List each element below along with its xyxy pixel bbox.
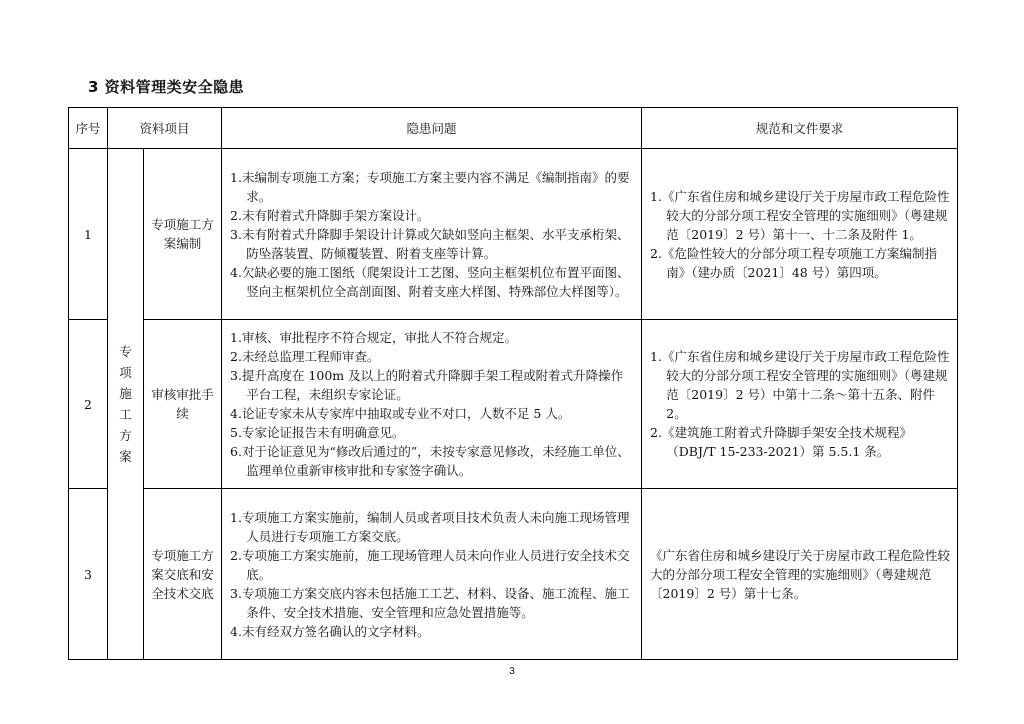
requirement-item: 2.《危险性较大的分部分项工程专项施工方案编制指南》（建办质〔2021〕48 号）第四项。 (650, 245, 937, 280)
row-no: 1 (69, 149, 108, 320)
row-subitem: 专项施工方案编制 (144, 149, 222, 320)
category-char: 专 (119, 344, 132, 359)
issue-item: 6.对于论证意见为“修改后通过的”，未按专家意见修改，未经施工单位、监理单位重新审核审批和专家签字确认。 (230, 444, 630, 478)
row-no: 2 (69, 320, 108, 489)
header-item: 资料项目 (108, 108, 222, 149)
row-no: 3 (69, 489, 108, 660)
requirement-item: 2.《建筑施工附着式升降脚手架安全技术规程》（DBJ/T 15-233-2021）第 5.5.1 条。 (650, 425, 912, 459)
section-title: 3 资料管理类安全隐患 (88, 78, 245, 96)
row-requirements (642, 489, 958, 660)
row-issues (222, 489, 642, 660)
row-requirements (642, 320, 958, 489)
issue-item: 3.未有附着式升降脚手架设计计算或欠缺如竖向主框架、水平支承桁架、防坠落装置、防倾覆装置、附着支座等计算。 (230, 226, 630, 261)
category-char: 施 (119, 386, 132, 401)
requirement-item: 1.《广东省住房和城乡建设厅关于房屋市政工程危险性较大的分部分项工程安全管理的实施细则》（粤建规范〔2019〕2 号）第十一、十二条及附件 1。 (650, 188, 950, 242)
table-row (69, 320, 958, 489)
issue-item: 4.欠缺必要的施工图纸（爬架设计工艺图、竖向主框架机位布置平面图、竖向主框架机位全高剖面图、附着支座大样图、特殊部位大样图等）。 (230, 264, 630, 299)
row-subitem: 审核审批手续 (144, 320, 222, 489)
row-requirements (642, 149, 958, 320)
row-issues (222, 149, 642, 320)
hazard-table (68, 107, 958, 660)
header-issues: 隐患问题 (222, 108, 642, 149)
category-char: 方 (119, 428, 132, 443)
category-char: 工 (119, 407, 132, 422)
issue-item: 4.未有经双方签名确认的文字材料。 (230, 623, 430, 639)
issue-item: 3.专项施工方案交底内容未包括施工工艺、材料、设备、施工流程、施工条件、安全技术措施、安全管理和应急处置措施等。 (230, 585, 630, 620)
table-row (69, 489, 958, 660)
header-no: 序号 (69, 108, 108, 149)
issue-item: 2.专项施工方案实施前，施工现场管理人员未向作业人员进行安全技术交底。 (230, 547, 630, 582)
category-char: 项 (119, 365, 132, 380)
issue-item: 5.专家论证报告未有明确意见。 (230, 425, 405, 440)
issue-item: 3.提升高度在 100m 及以上的附着式升降脚手架工程或附着式升降操作平台工程，未组织专家论证。 (230, 368, 624, 402)
header-requirements: 规范和文件要求 (642, 108, 958, 149)
issue-item: 2.未有附着式升降脚手架方案设计。 (230, 207, 430, 223)
requirement-item: 1.《广东省住房和城乡建设厅关于房屋市政工程危险性较大的分部分项工程安全管理的实施细则》（粤建规范〔2019〕2 号）中第十二条～第十五条、附件 2。 (650, 349, 950, 421)
requirement-item: 《广东省住房和城乡建设厅关于房屋市政工程危险性较大的分部分项工程安全管理的实施细则》（粤建规范〔2019〕2 号）第十七条。 (650, 547, 951, 601)
category-char: 案 (119, 449, 132, 464)
category-cell (108, 149, 144, 660)
table-header-row (69, 108, 958, 149)
issue-item: 2.未经总监理工程师审查。 (230, 349, 380, 364)
row-subitem: 专项施工方案交底和安全技术交底 (144, 489, 222, 660)
page-number: 3 (509, 666, 515, 677)
issue-item: 1.审核、审批程序不符合规定，审批人不符合规定。 (230, 330, 517, 345)
row-issues (222, 320, 642, 489)
issue-item: 1.未编制专项施工方案；专项施工方案主要内容不满足《编制指南》的要求。 (230, 169, 630, 204)
table-row (69, 149, 958, 320)
issue-item: 1.专项施工方案实施前，编制人员或者项目技术负责人未向施工现场管理人员进行专项施工方案交底。 (230, 509, 630, 544)
issue-item: 4.论证专家未从专家库中抽取或专业不对口，人数不足 5 人。 (230, 406, 571, 421)
